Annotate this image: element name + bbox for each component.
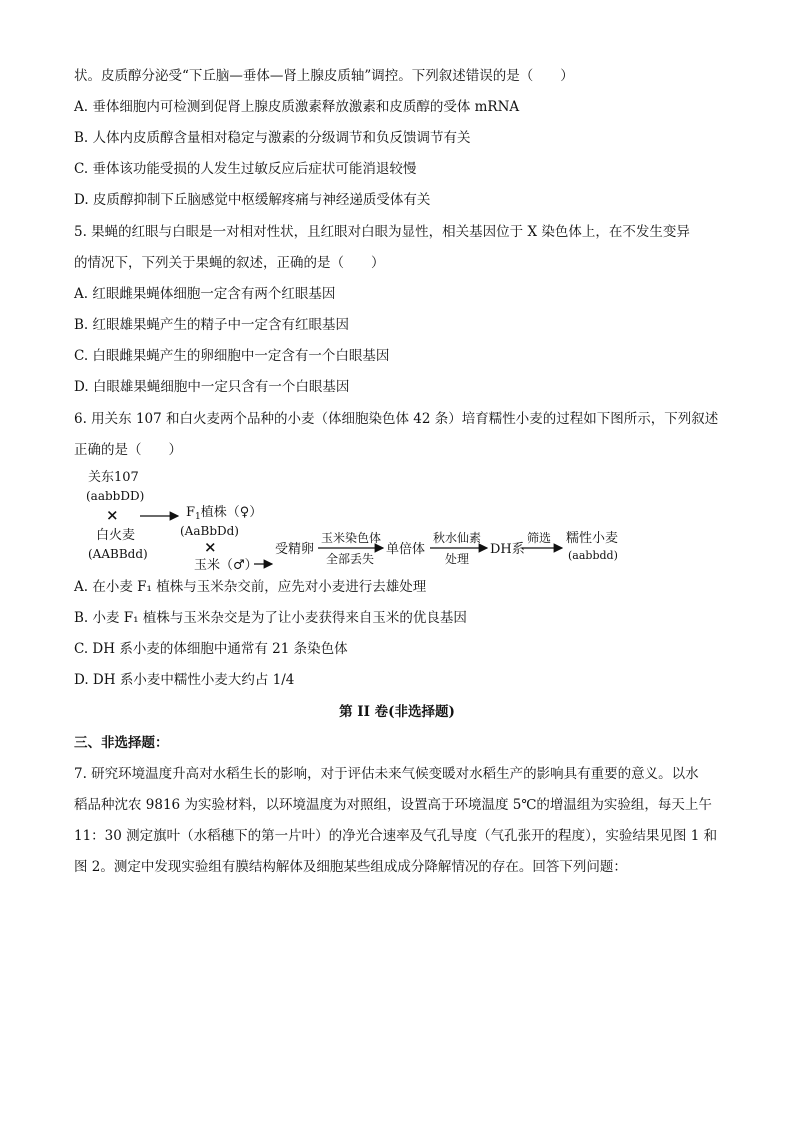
step-colchicine-top: 秋水仙素 [433, 531, 482, 545]
haploid-label: 单倍体 [386, 542, 426, 557]
q5-option-d: D. 白眼雄果蝇细胞中一定只含有一个白眼基因 [74, 379, 350, 395]
q7-line4: 图 2。测定中发现实验组有膜结构解体及细胞某些组成成分降解情况的存在。回答下列问题： [74, 859, 627, 875]
q5-stem-line2: 的情况下，下列关于果蝇的叙述，正确的是（ ） [74, 255, 385, 271]
q4-option-a: A. 垂体细胞内可检测到促肾上腺皮质激素释放激素和皮质醇的受体 mRNA [74, 99, 520, 115]
q5-stem-line1: 5. 果蝇的红眼与白眼是一对相对性状，且红眼对白眼为显性，相关基因位于 X 染色体上，在不发生变异 [74, 224, 690, 240]
q4-option-b: B. 人体内皮质醇含量相对稳定与激素的分级调节和负反馈调节有关 [74, 130, 471, 146]
step-colchicine-bottom: 处理 [445, 552, 470, 566]
parent2-genotype: (AABBdd) [88, 547, 148, 561]
q6-option-b: B. 小麦 F₁ 植株与玉米杂交是为了让小麦获得来自玉米的优良基因 [74, 610, 467, 626]
q7-line1: 7. 研究环境温度升高对水稻生长的影响，对于评估未来气候变暖对水稻生产的影响具有重要的意义。以水 [74, 766, 699, 782]
step-chromosome-loss-bottom: 全部丢失 [326, 552, 375, 566]
f1-plant-label: $F_1$植株（♀） [186, 505, 263, 522]
q4-option-c: C. 垂体该功能受损的人发生过敏反应后症状可能消退较慢 [74, 161, 417, 177]
q5-option-b: B. 红眼雄果蝇产生的精子中一定含有红眼基因 [74, 317, 350, 333]
zygote-label: 受精卵 [275, 542, 315, 557]
breeding-diagram [74, 463, 674, 578]
q7-line3: 11：30 测定旗叶（水稻穗下的第一片叶）的净光合速率及气孔导度（气孔张开的程度），实验结果见图 1 和 [74, 828, 718, 844]
step-screening-top: 筛选 [527, 531, 552, 545]
parent1-name: 关东107 [88, 470, 139, 485]
q7-line2: 稻品种沈农 9816 为实验材料，以环境温度为对照组，设置高于环境温度 5℃的增温组为实验组，每天上午 [74, 797, 712, 813]
q6-option-c: C. DH 系小麦的体细胞中通常有 21 条染色体 [74, 641, 348, 657]
dh-line-label: DH系 [490, 542, 525, 557]
q6-option-a: A. 在小麦 F₁ 植株与玉米杂交前，应先对小麦进行去雄处理 [74, 579, 427, 595]
f1-genotype: (AaBbDd) [180, 524, 239, 538]
cross-symbol-2: × [204, 538, 217, 556]
q4-option-d: D. 皮质醇抑制下丘脑感觉中枢缓解疼痛与神经递质受体有关 [74, 192, 431, 208]
parent1-genotype: (aabbDD) [86, 489, 145, 503]
part2-title: 第 II 卷(非选择题) [339, 704, 455, 720]
q6-stem-line1: 6. 用关东 107 和白火麦两个品种的小麦（体细胞染色体 42 条）培育糯性小麦的过程如下图所示，下列叙述 [74, 411, 719, 427]
cross-symbol-1: × [106, 506, 119, 524]
parent2-name: 白火麦 [96, 528, 136, 543]
waxy-wheat-label: 糯性小麦 [566, 531, 619, 546]
waxy-wheat-genotype: (aabbdd) [568, 549, 618, 562]
step-chromosome-loss-top: 玉米染色体 [321, 531, 382, 545]
q5-option-a: A. 红眼雌果蝇体细胞一定含有两个红眼基因 [74, 286, 336, 302]
section3-title: 三、非选择题： [74, 735, 169, 751]
q6-stem-line2: 正确的是（ ） [74, 442, 182, 458]
q5-option-c: C. 白眼雌果蝇产生的卵细胞中一定含有一个白眼基因 [74, 348, 390, 364]
q4-stem-tail: 状。皮质醇分泌受“下丘脑—垂体—肾上腺皮质轴”调控。下列叙述错误的是（ ） [74, 68, 574, 84]
q6-option-d: D. DH 系小麦中糯性小麦大约占 1/4 [74, 672, 295, 688]
corn-label: 玉米（♂） [194, 558, 258, 573]
